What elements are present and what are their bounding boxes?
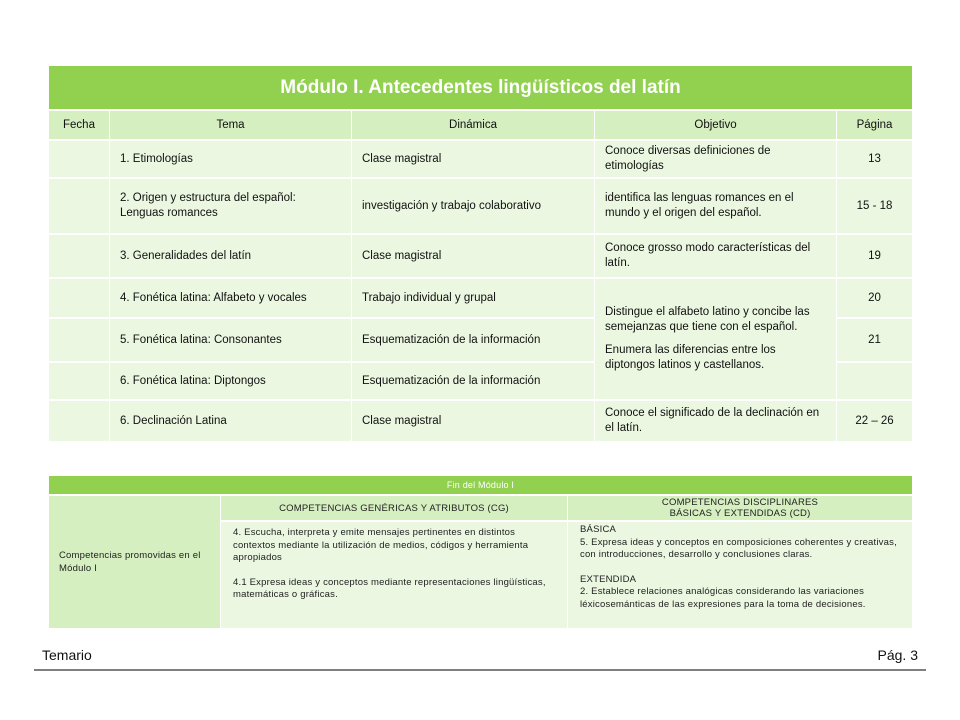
extendida-text: 2. Establece relaciones analógicas considerando las variaciones léxicosemánticas de las expresiones para la toma de decisiones. — [580, 586, 866, 610]
basica-label: BÁSICA — [580, 524, 617, 535]
disciplinares-header-line: COMPETENCIAS DISCIPLINARES — [661, 497, 819, 508]
header-tema: Tema — [110, 110, 352, 140]
objetivo-cell: Conoce grosso modo características del latín. — [595, 234, 837, 278]
fin-modulo-label: Fin del Módulo I — [49, 475, 913, 495]
header-fecha: Fecha — [49, 110, 110, 140]
page-number: Pág. 3 — [877, 647, 918, 663]
extendida-label: EXTENDIDA — [580, 573, 637, 585]
genericas-body — [221, 521, 568, 629]
fecha-cell — [49, 362, 110, 400]
competencias-table — [48, 474, 913, 630]
pagina-cell: 19 — [837, 234, 913, 278]
table-row — [49, 400, 913, 442]
header-dinamica: Dinámica — [352, 110, 595, 140]
pagina-cell: 13 — [837, 140, 913, 178]
tema-cell: 5. Fonética latina: Consonantes — [110, 318, 352, 362]
module-header-row — [49, 110, 913, 140]
competencias-header-row — [49, 495, 913, 521]
disciplinares-header-line: BÁSICAS Y EXTENDIDAS (CD) — [669, 508, 811, 519]
tema-cell: 1. Etimologías — [110, 140, 352, 178]
fecha-cell — [49, 234, 110, 278]
fecha-cell — [49, 400, 110, 442]
dinamica-cell: Esquematización de la información — [352, 318, 595, 362]
table-row — [49, 140, 913, 178]
header-pagina: Página — [837, 110, 913, 140]
pagina-cell: 20 — [837, 278, 913, 318]
fecha-cell — [49, 140, 110, 178]
tema-cell: 6. Fonética latina: Diptongos — [110, 362, 352, 400]
genericas-header: COMPETENCIAS GENÉRICAS Y ATRIBUTOS (CG) — [221, 495, 568, 521]
generica-item: 4.1 Expresa ideas y conceptos mediante representaciones lingüísticas, matemáticas o gráficas. — [233, 576, 546, 600]
basica-text: 5. Expresa ideas y conceptos en composiciones coherentes y creativas, con introducciones, desarrollo y conclusiones claras. — [580, 536, 897, 560]
dinamica-cell: Esquematización de la información — [352, 362, 595, 400]
module-title: Módulo I. Antecedentes lingüísticos del latín — [49, 66, 913, 110]
objetivo-paragraph: Distingue el alfabeto latino y concibe las semejanzas que tiene con el español. — [605, 306, 810, 333]
pagina-cell: 15 - 18 — [837, 178, 913, 234]
fecha-cell — [49, 278, 110, 318]
module-table — [48, 66, 913, 443]
competencias-label: Competencias promovidas en el Módulo I — [49, 495, 221, 629]
objetivo-paragraph: Enumera las diferencias entre los diptongos latinos y castellanos. — [605, 344, 776, 371]
tema-cell: 3. Generalidades del latín — [110, 234, 352, 278]
tema-cell: 2. Origen y estructura del español: Lenguas romances — [110, 178, 352, 234]
footer-divider — [34, 669, 926, 671]
dinamica-cell: investigación y trabajo colaborativo — [352, 178, 595, 234]
pagina-cell: 22 – 26 — [837, 400, 913, 442]
fin-modulo-row — [49, 475, 913, 495]
tema-cell: 4. Fonética latina: Alfabeto y vocales — [110, 278, 352, 318]
fecha-cell — [49, 178, 110, 234]
pagina-cell — [837, 362, 913, 400]
dinamica-cell: Trabajo individual y grupal — [352, 278, 595, 318]
dinamica-cell: Clase magistral — [352, 234, 595, 278]
disciplinares-body — [568, 521, 913, 629]
table-row — [49, 178, 913, 234]
generica-item: 4. Escucha, interpreta y emite mensajes pertinentes en distintos contextos mediante la utilización de medios, códigos y herramienta apropiados — [233, 527, 529, 563]
dinamica-cell: Clase magistral — [352, 400, 595, 442]
table-row — [49, 234, 913, 278]
tema-cell: 6. Declinación Latina — [110, 400, 352, 442]
table-row — [49, 278, 913, 318]
objetivo-cell: identifica las lenguas romances en el mundo y el origen del español. — [595, 178, 837, 234]
dinamica-cell: Clase magistral — [352, 140, 595, 178]
fecha-cell — [49, 318, 110, 362]
footer-section-title: Temario — [42, 647, 92, 663]
module-title-row — [49, 66, 913, 110]
header-objetivo: Objetivo — [595, 110, 837, 140]
objetivo-cell: Conoce el significado de la declinación en el latín. — [595, 400, 837, 442]
disciplinares-header — [568, 495, 913, 521]
objetivo-merged-cell — [595, 278, 837, 400]
pagina-cell: 21 — [837, 318, 913, 362]
objetivo-cell: Conoce diversas definiciones de etimologías — [595, 140, 837, 178]
